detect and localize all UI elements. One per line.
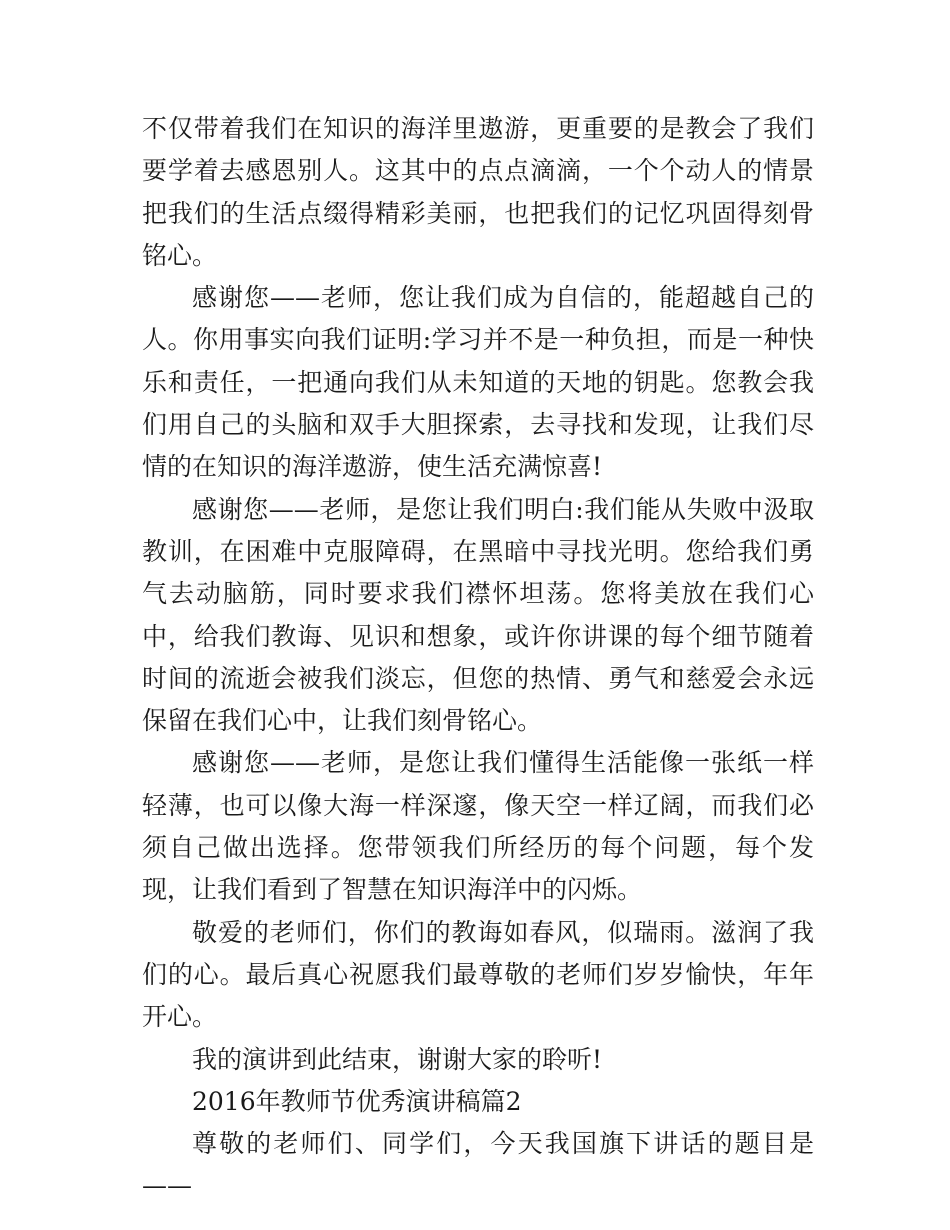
paragraph-wishes: 敬爱的老师们，你们的教诲如春风，似瑞雨。滋润了我们的心。最后真心祝愿我们最尊敬的老师们岁岁愉快，年年开心。 bbox=[142, 917, 814, 1032]
paragraph-closing: 我的演讲到此结束，谢谢大家的聆听! bbox=[192, 1044, 603, 1074]
section-title: 2016年教师节优秀演讲稿篇2 bbox=[192, 1086, 522, 1116]
paragraph-continuation: 不仅带着我们在知识的海洋里遨游，更重要的是教会了我们要学着去感恩别人。这其中的点点滴滴，一个个动人的情景把我们的生活点缀得精彩美丽，也把我们的记忆巩固得刻骨铭心。 bbox=[142, 114, 814, 270]
paragraph-thanks-confidence: 感谢您——老师，您让我们成为自信的，能超越自己的人。你用事实向我们证明:学习并不是一种负担，而是一种快乐和责任，一把通向我们从未知道的天地的钥匙。您教会我们用自己的头脑和双手大胆探索，去寻找和发现，让我们尽情的在知识的海洋遨游，使生活充满惊喜! bbox=[142, 283, 814, 482]
paragraph-thanks-choices: 感谢您——老师，是您让我们懂得生活能像一张纸一样轻薄，也可以像大海一样深邃，像天空一样辽阔，而我们必须自己做出选择。您带领我们所经历的每个问题，每个发现，让我们看到了智慧在知识海洋中的闪烁。 bbox=[142, 748, 814, 905]
paragraph-thanks-lessons: 感谢您——老师，是您让我们明白:我们能从失败中汲取教训，在困难中克服障碍，在黑暗中寻找光明。您给我们勇气去动脑筋，同时要求我们襟怀坦荡。您将美放在我们心中，给我们教诲、见识和想象，或许你讲课的每个细节随着时间的流逝会被我们淡忘，但您的热情、勇气和慈爱会永远保留在我们心中，让我们刻骨铭心。 bbox=[142, 494, 814, 736]
document-body bbox=[142, 108, 814, 1208]
paragraph-speech-opening: 尊敬的老师们、同学们，今天我国旗下讲话的题目是—— bbox=[142, 1129, 814, 1201]
